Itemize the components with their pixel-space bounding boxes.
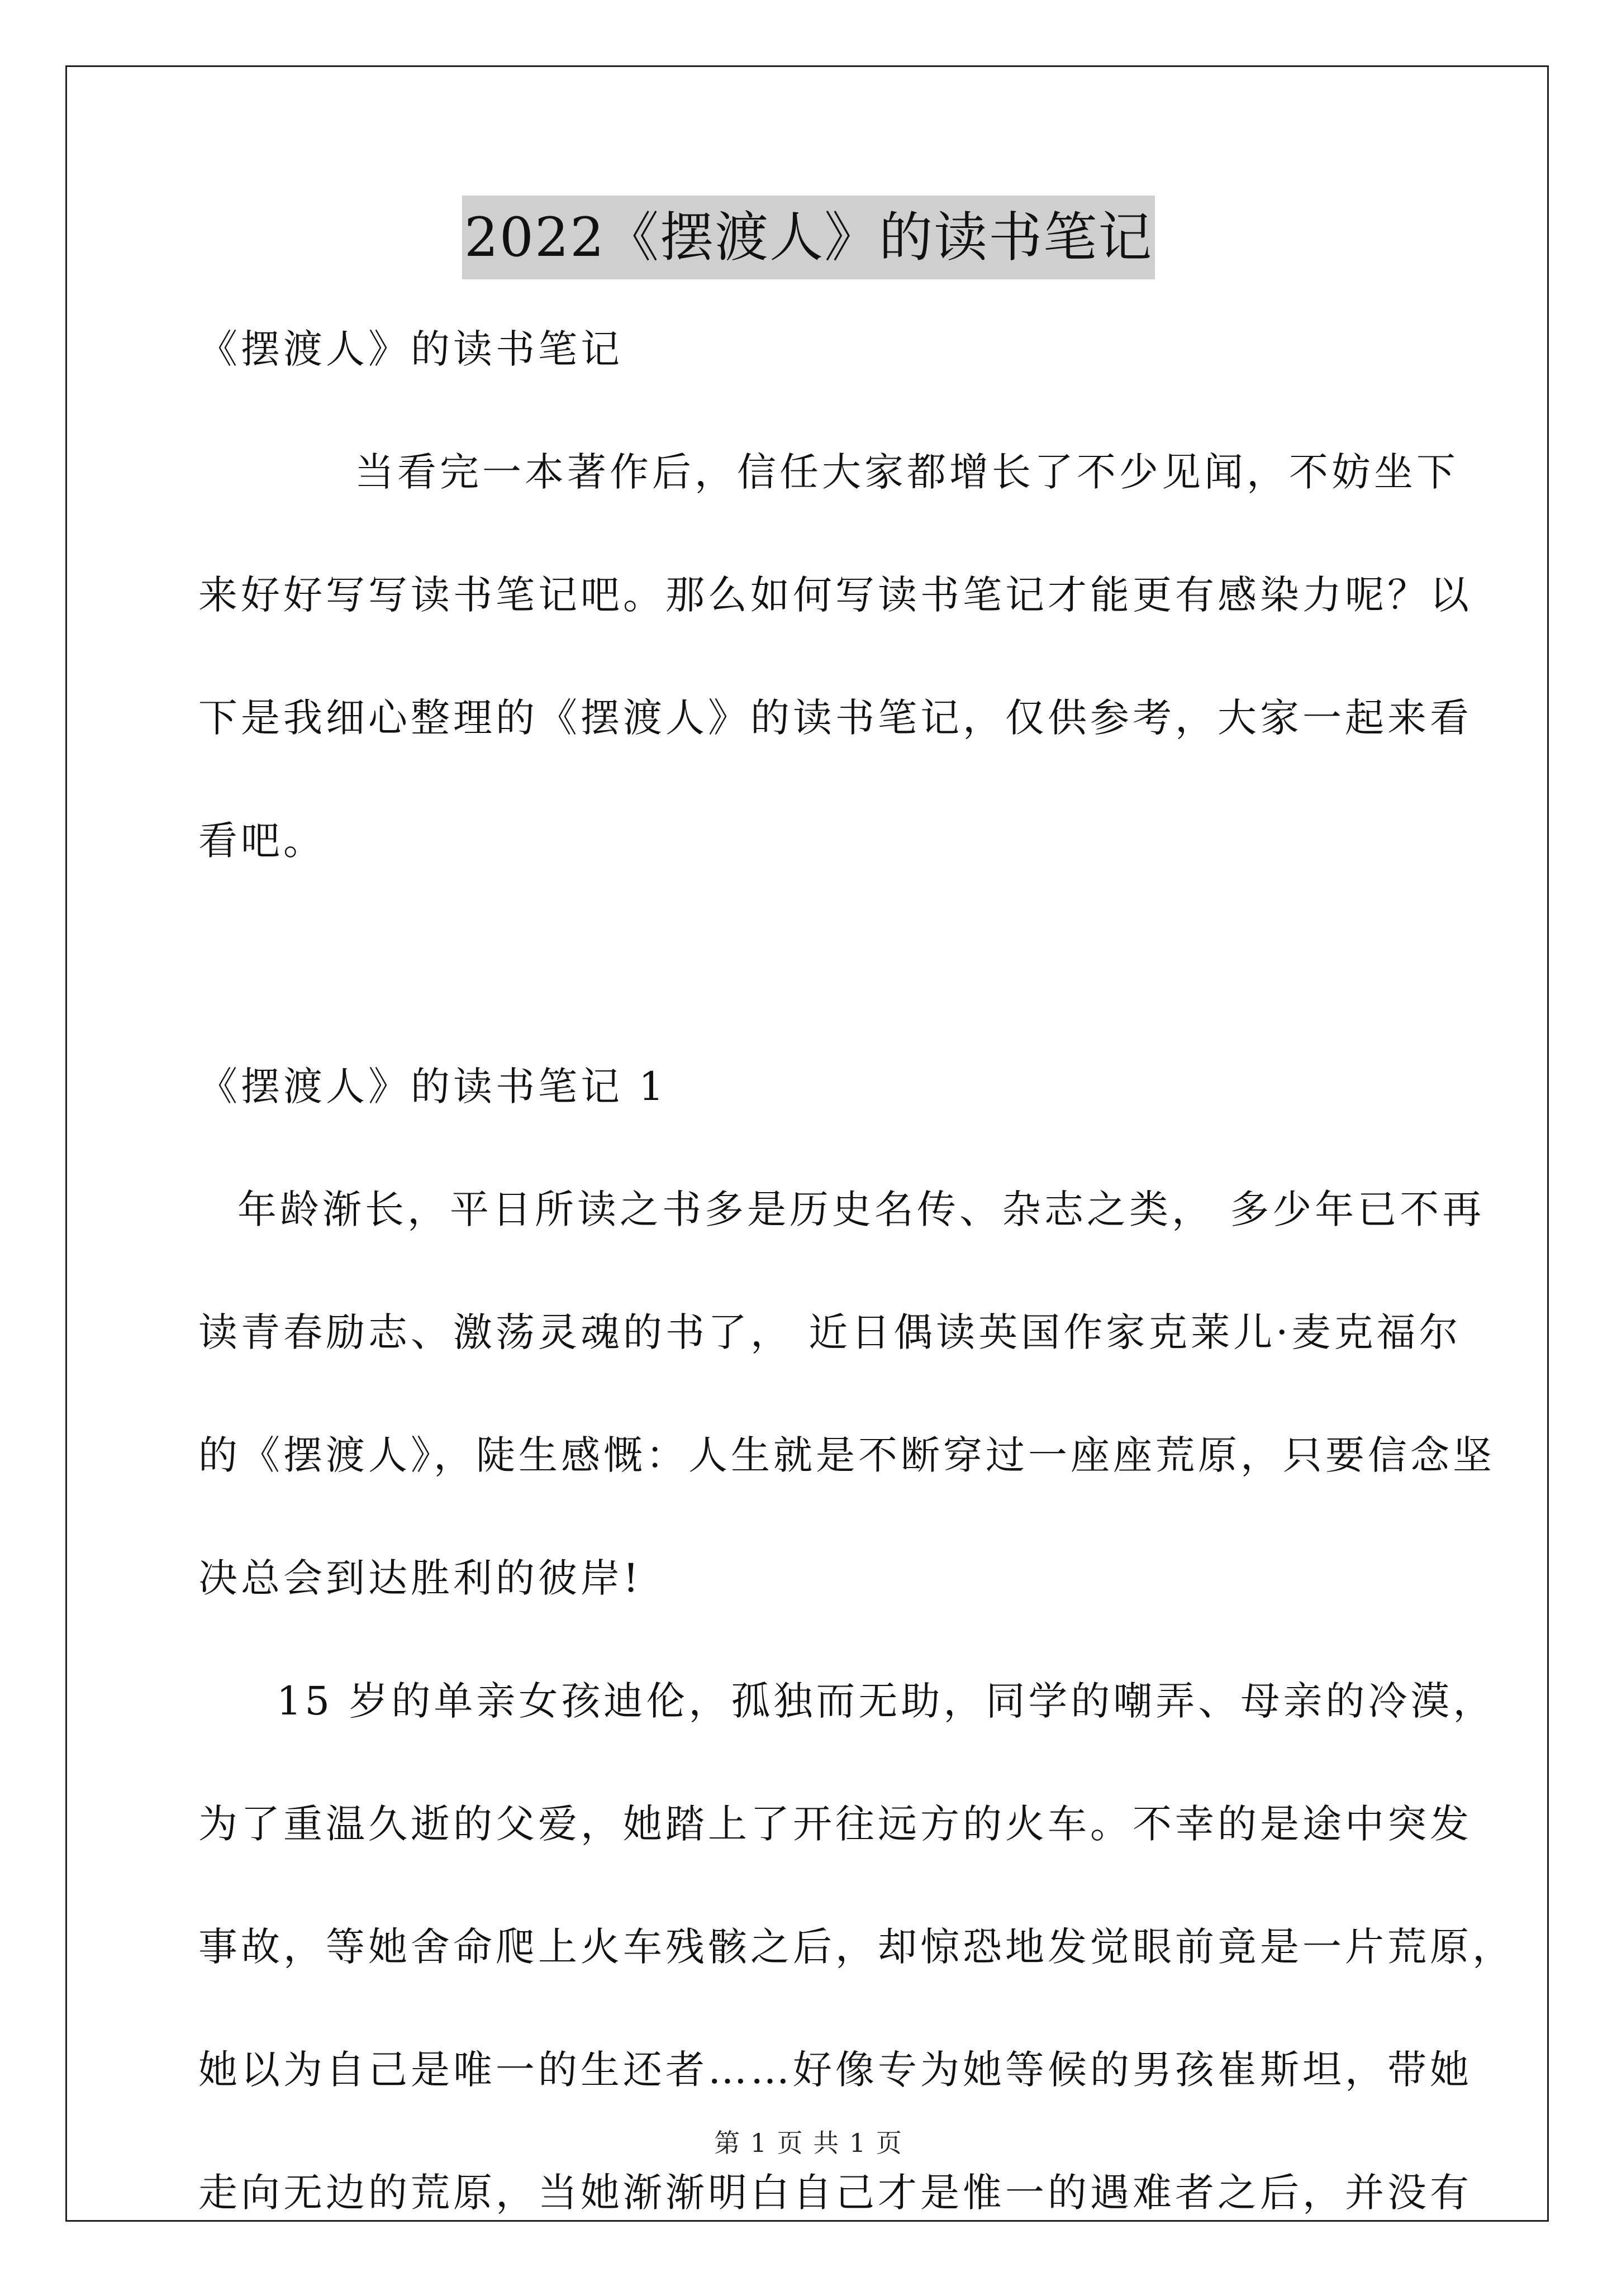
- section-gap: [198, 944, 1428, 1067]
- page-footer: 第 1 页 共 1 页: [714, 2128, 903, 2158]
- intro-line-2: 来好好写写读书笔记吧。那么如何写读书笔记才能更有感染力呢？以: [198, 572, 1472, 618]
- paragraph1-line-4: 决总会到达胜利的彼岸!: [198, 1555, 643, 1601]
- intro-line-3: 下是我细心整理的《摆渡人》的读书笔记，仅供参考，大家一起来看: [198, 695, 1472, 741]
- intro-line-1: 当看完一本著作后，信任大家都增长了不少见闻，不妨坐下: [355, 449, 1459, 495]
- subtitle: 《摆渡人》的读书笔记: [198, 326, 623, 372]
- paragraph2-line-3: 事故，等她舍命爬上火车残骸之后，却惊恐地发觉眼前竟是一片荒原，: [198, 1924, 1515, 1970]
- title-container: [0, 196, 1617, 279]
- paragraph2-line-4: 她以为自己是唯一的生还者……好像专为她等候的男孩崔斯坦，带她: [198, 2047, 1472, 2093]
- paragraph2-line-1: 15 岁的单亲女孩迪伦，孤独而无助，同学的嘲弄、母亲的冷漠，: [277, 1678, 1496, 1724]
- section-heading: 《摆渡人》的读书笔记 1: [198, 1064, 667, 1109]
- paragraph2-line-5: 走向无边的荒原，当她渐渐明白自己才是惟一的遇难者之后，并没有: [198, 2170, 1472, 2216]
- paragraph1-line-3: 的《摆渡人》，陡生感慨：人生就是不断穿过一座座荒原，只要信念坚: [198, 1432, 1495, 1478]
- document-title: 2022《摆渡人》的读书笔记: [462, 196, 1155, 279]
- paragraph1-line-1: 年龄渐长，平日所读之书多是历史名传、杂志之类， 多少年已不再: [237, 1187, 1485, 1232]
- paragraph1-line-2: 读青春励志、激荡灵魂的书了， 近日偶读英国作家克莱儿·麦克福尔: [198, 1309, 1462, 1355]
- intro-line-4: 看吧。: [198, 818, 326, 864]
- document-body: [198, 326, 1515, 2296]
- paragraph2-line-2: 为了重温久逝的父爱，她踏上了开往远方的火车。不幸的是途中突发: [198, 1801, 1472, 1847]
